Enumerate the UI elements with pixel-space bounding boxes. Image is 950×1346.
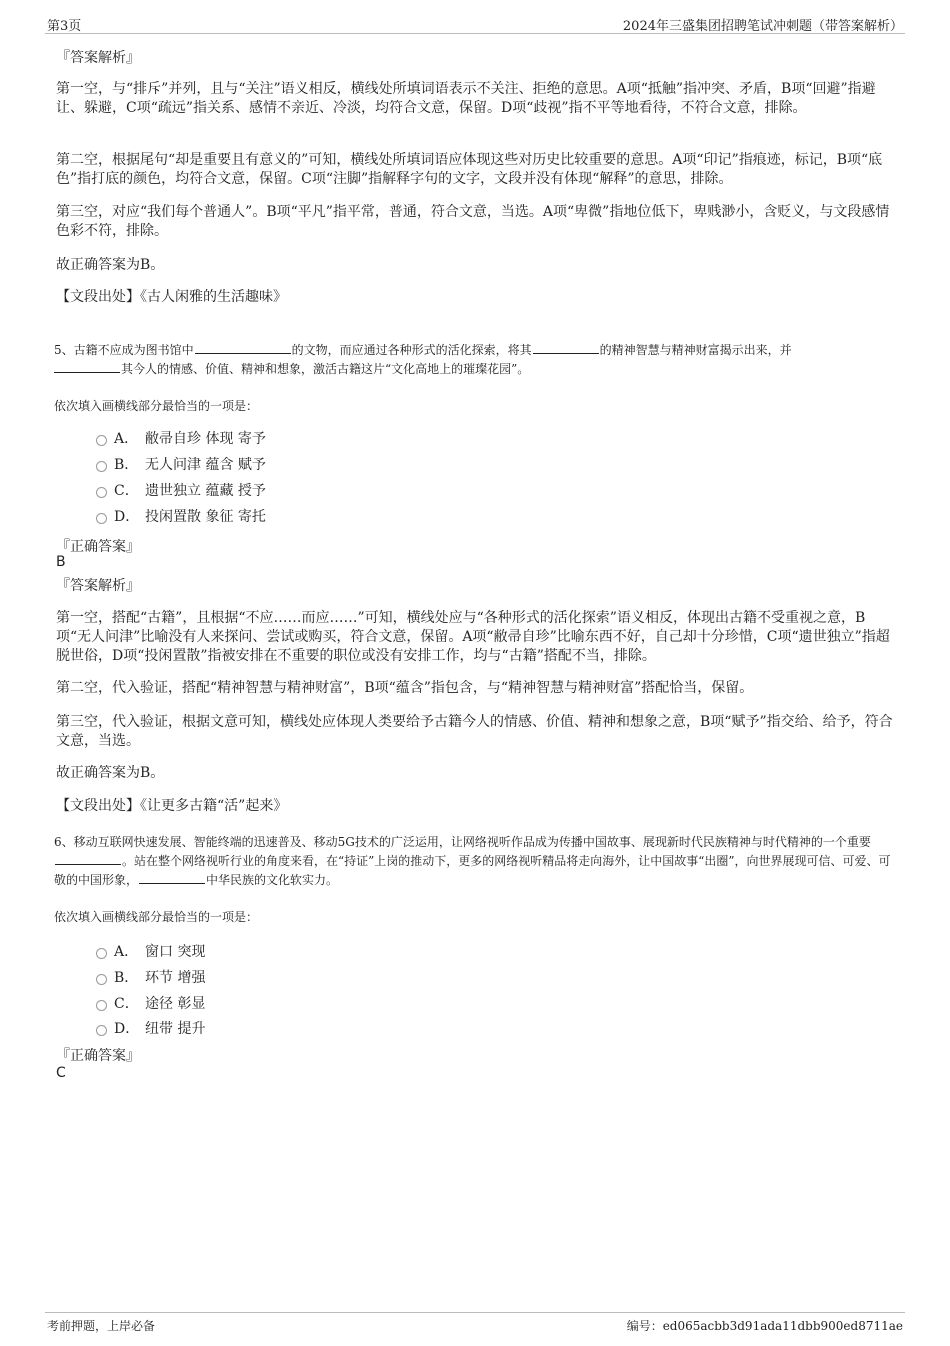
option-letter: A． (114, 431, 139, 447)
q6-option-d[interactable] (96, 1019, 205, 1039)
option-letter: B． (114, 457, 139, 473)
fill-blank (533, 341, 599, 354)
q5-analysis-label: 『答案解析』 (56, 578, 140, 594)
document-title: 2024年三盛集团招聘笔试冲刺题（带答案解析） (622, 19, 903, 34)
radio-circle-icon[interactable] (96, 1025, 107, 1036)
fill-blank (54, 360, 120, 373)
option-letter: C． (114, 483, 139, 499)
q5-option-c[interactable] (96, 481, 266, 501)
option-text: 敝帚自珍 体现 寄予 (145, 431, 266, 447)
option-letter: D． (114, 1021, 140, 1037)
option-letter: D． (114, 509, 140, 525)
q5-source: 【文段出处】《让更多古籍“活”起来》 (56, 798, 288, 814)
q5-correct-label: 『正确答案』 (56, 539, 140, 555)
option-text: 窗口 突现 (145, 944, 206, 960)
option-letter: A． (114, 944, 139, 960)
footer-slogan: 考前押题，上岸必备 (47, 1319, 156, 1333)
q6-text-part: 中华民族的文化软实力。 (206, 873, 339, 887)
page-number: 第3页 (47, 19, 82, 34)
q4-analysis-paragraph-2: 第二空，根据尾句“却是重要且有意义的”可知，横线处所填词语应体现这些对历史比较重要的意思。A项“印记”指痕迹，标记，B项“底色”指打底的颜色，均符合文意，保留。C项“注脚”指解释字句的文字，文段并没有体现“解释”的意思，排除。 (56, 152, 883, 187)
q5-analysis-paragraph-3: 第三空，代入验证，根据文意可知，横线处应体现人类要给予古籍今人的情感、价值、精神和想象之意，B项“赋予”指交给、给予，符合文意，当选。 (56, 714, 893, 749)
option-letter: B． (114, 970, 139, 986)
option-letter: C． (114, 996, 139, 1012)
radio-circle-icon[interactable] (96, 435, 107, 446)
q6-question-text (54, 833, 899, 890)
radio-circle-icon[interactable] (96, 974, 107, 985)
option-text: 纽带 提升 (145, 1021, 206, 1037)
radio-circle-icon[interactable] (96, 1000, 107, 1011)
q5-question-text (54, 341, 899, 379)
q5-conclusion: 故正确答案为B。 (56, 765, 165, 781)
q5-option-d[interactable] (96, 507, 266, 527)
q4-analysis-paragraph-1: 第一空，与“排斥”并列，且与“关注”语义相反，横线处所填词语表示不关注、拒绝的意思。A项“抵触”指冲突、矛盾，B项“回避”指避让、躲避，C项“疏远”指关系、感情不亲近、冷淡，均符合文意，保留。D项“歧视”指不平等地看待，不符合文意，排除。 (56, 81, 876, 116)
page-footer (45, 1312, 905, 1346)
q5-text-part: 的精神智慧与精神财富揭示出来，并 (599, 343, 792, 357)
q5-prompt: 依次填入画横线部分最恰当的一项是： (54, 399, 259, 413)
option-text: 无人问津 蕴含 赋予 (145, 457, 266, 473)
q6-option-b[interactable] (96, 968, 205, 988)
q5-text-part: 的文物，而应通过各种形式的活化探索，将其 (291, 343, 532, 357)
fill-blank (195, 341, 291, 354)
q6-text-part: 6、移动互联网快速发展、智能终端的迅速普及、移动5G技术的广泛运用，让网络视听作品成为传播中国故事、展现新时代民族精神与时代精神的一个重要 (54, 835, 871, 849)
fill-blank (55, 852, 121, 865)
q6-prompt: 依次填入画横线部分最恰当的一项是： (54, 910, 259, 924)
q4-analysis-paragraph-3: 第三空，对应“我们每个普通人”。B项“平凡”指平常，普通，符合文意，当选。A项“卑微”指地位低下，卑贱渺小，含贬义，与文段感情色彩不符，排除。 (56, 204, 890, 239)
q5-analysis-paragraph-2: 第二空，代入验证，搭配“精神智慧与精神财富”，B项“蕴含”指包含，与“精神智慧与精神财富”搭配恰当，保留。 (56, 680, 754, 696)
radio-circle-icon[interactable] (96, 487, 107, 498)
q5-text-part: 5、古籍不应成为图书馆中 (54, 343, 194, 357)
q5-text-part: 其今人的情感、价值、精神和想象，激活古籍这片“文化高地上的璀璨花园”。 (121, 362, 530, 376)
q5-analysis-paragraph-1: 第一空，搭配“古籍”，且根据“不应……而应……”可知，横线处应与“各种形式的活化探索”语义相反，体现出古籍不受重视之意，B项“无人问津”比喻没有人来探问、尝试或购买，符合文意，保留。A项“敝帚自珍”比喻东西不好，自己却十分珍惜，C项“遗世独立”指超脱世俗，D项“投闲置散”指被安排在不重要的职位或没有安排工作，均与“古籍”搭配不当，排除。 (56, 610, 890, 664)
q6-text-part: 。站在整个网络视听行业的角度来看，在“持证”上岗的推动下，更多的网络视听精品将走向海外，让中国故事“出圈”，向世界展现可信、可爱、可敬的中国形象， (54, 854, 891, 887)
q5-option-b[interactable] (96, 455, 266, 475)
q6-correct-answer: C (56, 1065, 66, 1081)
q6-option-a[interactable] (96, 942, 205, 962)
q5-correct-answer: B (56, 554, 66, 570)
radio-circle-icon[interactable] (96, 461, 107, 472)
document-id: 编号：ed065acbb3d91ada11dbb900ed8711ae (626, 1319, 903, 1333)
radio-circle-icon[interactable] (96, 948, 107, 959)
option-text: 遗世独立 蕴藏 授予 (145, 483, 266, 499)
q4-conclusion: 故正确答案为B。 (56, 257, 165, 273)
q4-source: 【文段出处】《古人闲雅的生活趣味》 (56, 289, 287, 305)
option-text: 投闲置散 象征 寄托 (145, 509, 266, 525)
q4-analysis-label: 『答案解析』 (56, 50, 140, 66)
fill-blank (139, 871, 205, 884)
q5-option-a[interactable] (96, 429, 266, 449)
option-text: 环节 增强 (145, 970, 206, 986)
option-text: 途径 彰显 (145, 996, 206, 1012)
q6-correct-label: 『正确答案』 (56, 1048, 140, 1064)
q6-option-c[interactable] (96, 994, 205, 1014)
page-header (45, 0, 905, 34)
radio-circle-icon[interactable] (96, 513, 107, 524)
